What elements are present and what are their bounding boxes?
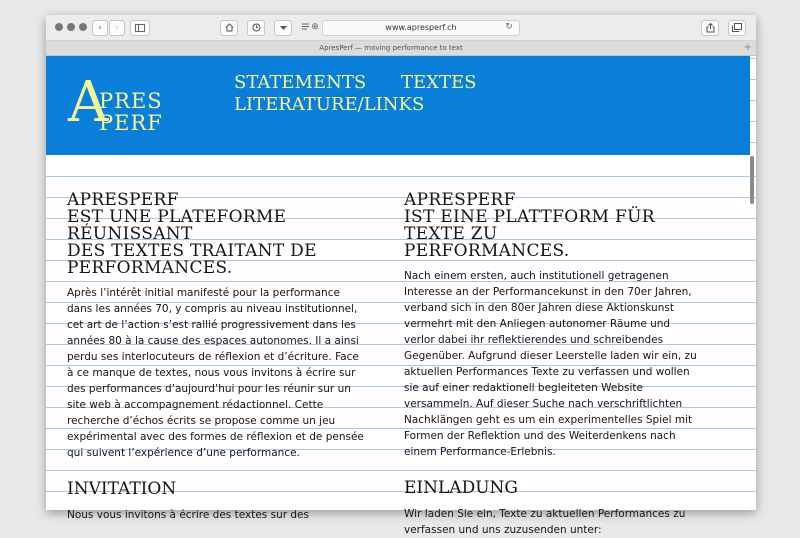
reader-button[interactable] (274, 20, 292, 36)
page-content (46, 56, 756, 536)
german-section-body: Wir laden Sie ein, Texte zu aktuellen Performances zu verfassen und uns zuzusenden unter: (404, 508, 686, 536)
german-heading-line: PERFORMANCES. (404, 241, 570, 261)
french-heading-line: PERFORMANCES. (67, 258, 233, 278)
back-button[interactable] (92, 20, 108, 36)
french-heading-line: EST UNE PLATEFORME RÉUNISSANT (67, 207, 287, 244)
new-tab-button[interactable]: + (743, 42, 752, 53)
french-section-body: Nous vous invitons à écrire des textes sur des (67, 509, 309, 521)
history-icon (252, 23, 261, 32)
history-button[interactable] (247, 20, 265, 36)
forward-button[interactable] (109, 20, 125, 36)
home-icon (225, 23, 234, 32)
nav-statements[interactable]: STATEMENTS (234, 72, 367, 93)
share-icon (706, 23, 715, 33)
french-heading-line: DES TEXTES TRAITANT DE (67, 241, 317, 261)
minimize-window-button[interactable] (67, 23, 75, 31)
back-arrow-icon: ‹ (98, 23, 102, 33)
show-tabs-button[interactable] (728, 20, 746, 36)
logo-letter: A (68, 70, 109, 135)
nav-textes[interactable]: TEXTES (401, 72, 477, 93)
share-button[interactable] (701, 20, 719, 36)
german-column (404, 192, 700, 538)
german-section-title: EINLADUNG (404, 478, 518, 498)
address-bar[interactable] (322, 20, 520, 36)
french-body: Après l’intérêt initial manifesté pour la performance dans les années 70, y compris au niveau institutionnel, cet art de l’action s’est rallié progressivement dans les années 80 à la cause des espaces autonomes. Il a ainsi perdu ses interlocuteurs de réflexion et d’écriture. Face à ce manque de textes, nous vous invitons à écrire sur des performances d’aujourd’hui pour les réunir sur un site web à accompagnement rédactionnel. Cette recherche d’échos écrits se propose comme un jeu expérimental avec des formes de réflexion et de pensée qui suivent l’expérience d’une performance. (67, 287, 364, 459)
sidebar-button[interactable] (130, 20, 150, 36)
url-text[interactable]: www.apresperf.ch (385, 23, 457, 32)
add-bookmark-button[interactable]: ⊕ (311, 22, 319, 32)
site-logo[interactable] (68, 70, 178, 143)
nav-literature-links[interactable]: LITERATURE/LINKS (234, 94, 425, 115)
notes-icon (301, 22, 310, 31)
french-section-title: INVITATION (67, 479, 177, 499)
forward-arrow-icon: › (115, 23, 119, 33)
french-column (67, 192, 367, 523)
close-window-button[interactable] (55, 23, 63, 31)
home-button[interactable] (220, 20, 238, 36)
german-heading-line: APRESPERF (404, 190, 516, 210)
tab-title[interactable]: ApresPerf — moving performance to text (319, 44, 463, 52)
tab-bar (46, 41, 756, 56)
reload-button[interactable] (503, 20, 515, 34)
german-heading-line: IST EINE PLATTFORM FÜR TEXTE ZU (404, 207, 655, 244)
reload-icon: ↻ (505, 22, 513, 32)
german-body: Nach einem ersten, auch institutionell getragenen Interesse an der Performancekunst in den 70er Jahren, verband sich in den 80er Jahren diese Aktionskunst vermehrt mit den Anliegen autonomer Räume und verlor dabei ihr reflektierendes und schreibendes Gegenüber. Aufgrund dieser Leerstelle laden wir ein, zu aktuellen Performances Texte zu verfassen und wollen sie auf einer redaktionell begleiteten Website versammeln. Auf dieser Suche nach verschriftlichten Nachklängen geht es um ein experimentelles Spiel mit Formen der Reflektion und des Weiterdenkens nach einem Performance-Erlebnis. (404, 270, 697, 458)
scrollbar-thumb[interactable] (750, 156, 754, 204)
tabs-icon (732, 23, 742, 32)
site-header (46, 56, 750, 155)
logo-line-2: PERF (99, 111, 163, 135)
browser-window (46, 15, 756, 536)
french-heading (67, 192, 367, 277)
french-heading-line: APRESPERF (67, 190, 179, 210)
sidebar-icon (135, 24, 145, 32)
logo-line-1: PRES (99, 89, 163, 113)
browser-toolbar (46, 15, 756, 41)
reader-icon (279, 23, 288, 32)
german-heading (404, 192, 700, 260)
zoom-window-button[interactable] (79, 23, 87, 31)
